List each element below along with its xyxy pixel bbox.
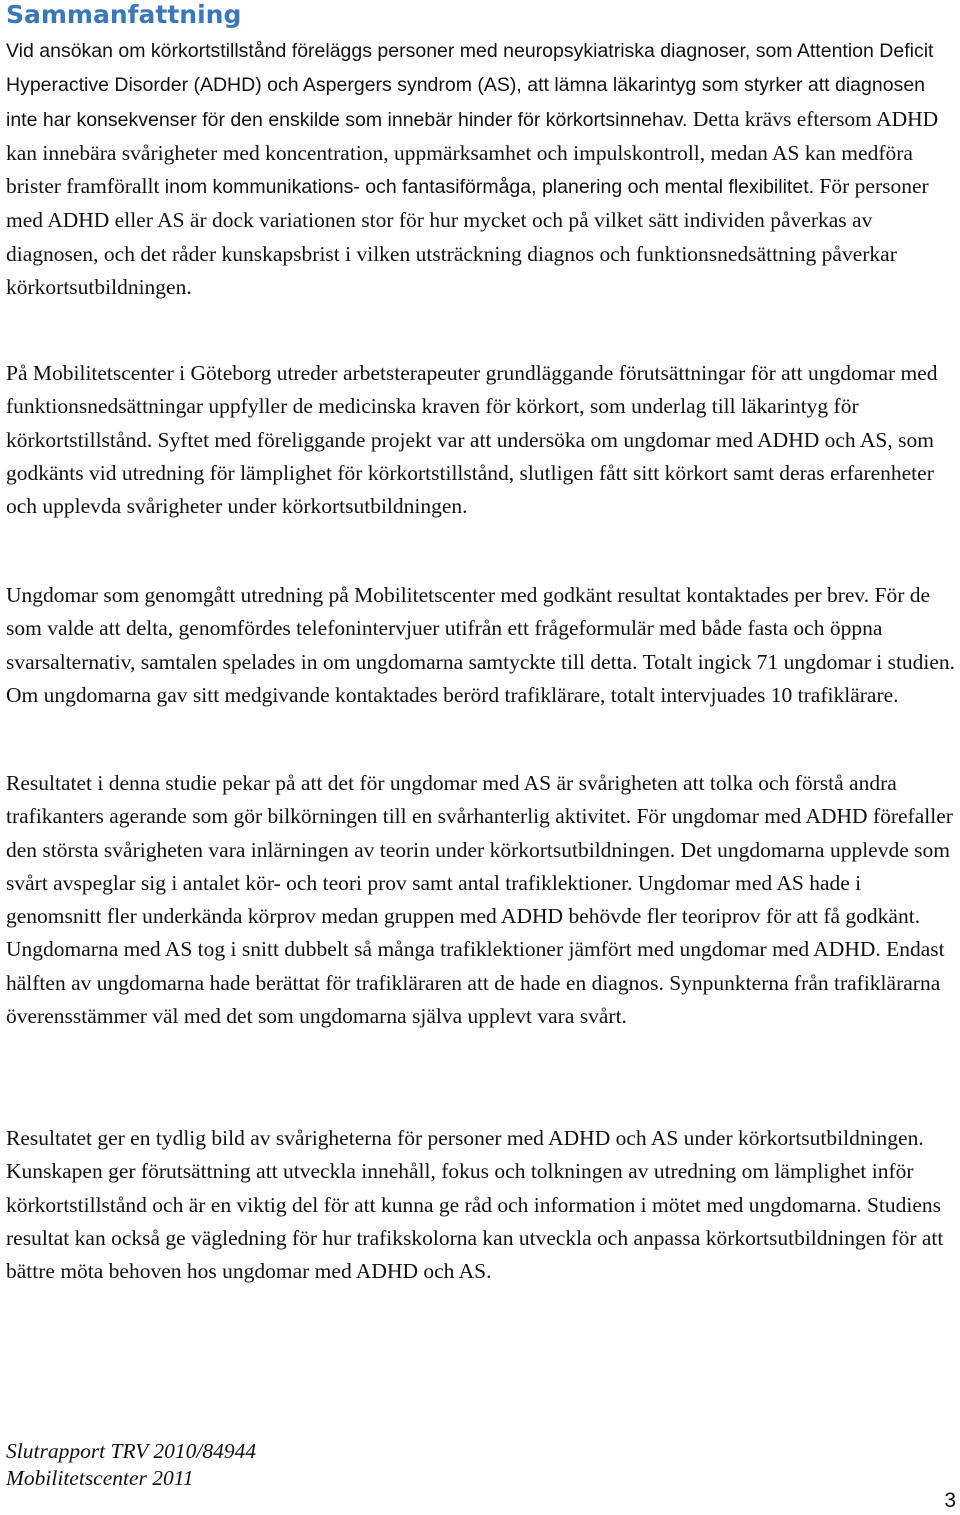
section-heading: Sammanfattning <box>6 0 242 29</box>
paragraph-1-middle: Detta krävs eftersom ADHD kan innebära svårigheter med koncentration, uppmärksamhet och impulskontroll, medan AS kan medföra brister framförallt <box>6 106 939 199</box>
summary-paragraph-3: Ungdomar som genomgått utredning på Mobilitetscenter med godkänt resultat kontaktades per brev. För de som valde att delta, genomfördes telefonintervjuer utifrån ett frågeformulär med både fasta och öppna svarsalternativ, samtalen spelades in om ungdomarna samtyckte till detta. Totalt ingick 71 ungdomar i studien. Om ungdomarna gav sitt medgivande kontaktades berörd trafiklärare, totalt intervjuades 10 trafiklärare. <box>6 583 956 707</box>
summary-paragraph-5: Resultatet ger en tydlig bild av svårigheterna för personer med ADHD och AS under körkortsutbildningen. Kunskapen ger förutsättning att utveckla innehåll, fokus och tolkningen av utredning om lämplighet inför körkortstillstånd och är en viktig del för att kunna ge råd och information i mötet med ungdomarna. Studiens resultat kan också ge vägledning för hur trafikskolorna kan utveckla och anpassa körkortsutbildningen för att bättre möta behoven hos ungdomar med ADHD och AS. <box>6 1126 944 1284</box>
page-number: 3 <box>944 1489 956 1512</box>
summary-paragraph-4: Resultatet i denna studie pekar på att det för ungdomar med AS är svårigheten att tolka och förstå andra trafikanters agerande som gör bilkörningen till en svårhanterlig aktivitet. För ungdomar med ADHD förefaller den största svårigheten vara inlärningen av teorin under körkortsutbildningen. Det ungdomarna upplevde som svårt avspeglar sig i antalet kör- och teori prov samt antal trafiklektioner. Ungdomar med AS hade i genomsnitt fler underkända körprov medan gruppen med ADHD behövde fler teoriprov för att få godkänt. Ungdomarna med AS tog i snitt dubbelt så många trafiklektioner jämfört med ungdomar med ADHD. Endast hälften av ungdomarna hade berättat för trafikläraren att de hade en diagnos. Synpunkterna från trafiklärarna överensstämmer väl med det som ungdomarna själva upplevt vara svårt. <box>6 771 953 1029</box>
paragraph-1-intro: Vid ansökan om körkortstillstånd föreläggs personer med neuropsykiatriska diagnoser, som Attention Deficit Hyperactive Disorder (ADHD) och Aspergers syndrom (AS), att lämna läkarintyg som styrker att diagnosen inte har konsekvenser för den enskilde som innebär hinder för körkortsinnehav. <box>6 40 934 131</box>
footer-organization-year: Mobilitetscenter 2011 <box>6 1466 194 1490</box>
summary-paragraph-1 <box>6 34 958 304</box>
summary-paragraph-2: På Mobilitetscenter i Göteborg utreder arbetsterapeuter grundläggande förutsättningar för att ungdomar med funktionsnedsättningar uppfyller de medicinska kraven för körkort, som underlag till läkarintyg för körkortstillstånd. Syftet med föreliggande projekt var att undersöka om ungdomar med ADHD och AS, som godkänts vid utredning för lämplighet för körkortstillstånd, slutligen fått sitt körkort samt deras erfarenheter och upplevda svårigheter under körkortsutbildningen. <box>6 361 938 519</box>
paragraph-1-end: För personer med ADHD eller AS är dock variationen stor för hur mycket och på vilket sätt individen påverkas av diagnosen, och det råder kunskapsbrist i vilken utsträckning diagnos och funktionsnedsättning påverkar körkortsutbildningen. <box>6 174 929 300</box>
footer-report-number: Slutrapport TRV 2010/84944 <box>6 1439 257 1463</box>
paragraph-1-sans-middle: inom kommunikations- och fantasiförmåga, planering och mental flexibilitet. <box>164 176 815 199</box>
